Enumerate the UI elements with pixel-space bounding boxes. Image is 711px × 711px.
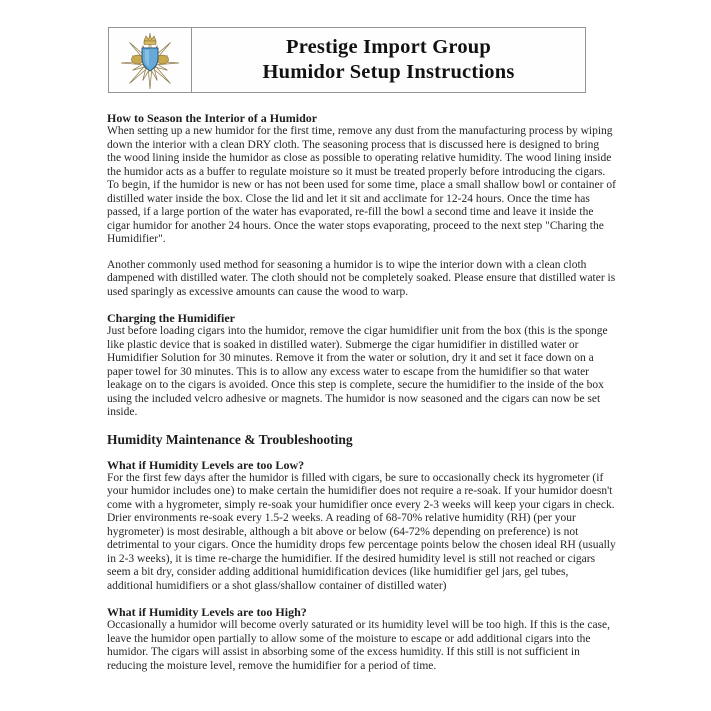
paragraph-humidity-too-high: Occasionally a humidor will become overly saturated or its humidity level will be too high. If this is the case, leave the humidor open partially to allow some of the moisture to escape or add additional cigars into the humidor. The cigars will assist in absorbing some of the excess humidity. If this still is not sufficient in reducing the moisture level, remove the humidifier for a period of time.: [107, 619, 611, 672]
logo-cell: [109, 28, 192, 92]
document-header: [108, 27, 586, 93]
section-heading-humidity-too-low: What if Humidity Levels are too Low?: [107, 457, 305, 472]
document-title-line-1: Prestige Import Group: [285, 36, 491, 58]
paragraph-seasoning-1: When setting up a new humidor for the first time, remove any dust from the manufacturing process by wiping down the interior with a clean DRY cloth. The seasoning process that is discussed here is designed to bring the wood lining inside the humidor as close as possible to operating relative humidity. The wood lining inside the humidor acts as a buffer to regulate moisture so it must be treated properly before introducing the cigars. To begin, if the humidor is new or has not been used for some time, place a small shallow bowl or container of distilled water inside the box. Close the lid and let it sit and acclimate for 12-24 hours. Once the time has passed, if a large portion of the water has evaporated, re-fill the bowl a second time and leave it inside the cigar humidor for another 24 hours. Once the water stops evaporating, proceed to the next step "Charing the Humidifier".: [107, 125, 616, 245]
paragraph-seasoning-2: Another commonly used method for seasoning a humidor is to wipe the interior down with a clean cloth dampened with distilled water. The cloth should not be completely soaked. Please ensure that distilled water is used sparingly as excessive amounts can cause the wood to warp.: [107, 258, 616, 298]
section-heading-charging: Charging the Humidifier: [107, 311, 235, 325]
document-title-line-2: Humidor Setup Instructions: [262, 61, 515, 83]
section-heading-humidity-too-high: What if Humidity Levels are too High?: [107, 605, 307, 619]
section-heading-seasoning: How to Season the Interior of a Humidor: [107, 111, 318, 125]
section-heading-maintenance: Humidity Maintenance & Troubleshooting: [107, 431, 353, 447]
paragraph-humidity-too-low: For the first few days after the humidor is filled with cigars, be sure to occasionally check its hygrometer (if your humidor includes one) to make certain the humidifier does not require a re-soak. If your humidor doesn't come with a hygrometer, simply re-soak your humidifier once every 2-3 weeks will keep your cigars in check. Drier environments re-soak every 1.5-2 weeks. A reading of 68-70% relative humidity (RH) (per your hygrometer) is most desirable, although a bit above or below (64-72% depending on preference) is not detrimental to your cigars. Once the humidity drops few percentage points below the chosen ideal RH (usually in 2-3 weeks), it is time re-charge the humidifier. If the desired humidity level is still not reached or cigars seem a bit dry, consider adding additional humidification devices (like humidifier gel jars, gel tubes, additional humidifiers or a shot glass/shallow container of distilled water): [107, 471, 616, 592]
crown-icon: [144, 35, 156, 45]
title-cell: [192, 28, 585, 92]
paragraph-charging: Just before loading cigars into the humidor, remove the cigar humidifier unit from the box (this is the sponge like plastic device that is soaked in distilled water). Submerge the cigar humidifier in distilled water or Humidifier Solution for 30 minutes. Remove it from the water or solution, dry it and set it face down on a paper towel for 30 minutes. This is to allow any excess water to escape from the humidifier so that water leakage on to the cigars is avoided. Once this step is complete, secure the humidifier to the inside of the box using the included velcro adhesive or magnets. The humidor is now seasoned and the cigars can now be set inside.: [107, 325, 608, 418]
document-body: [107, 111, 616, 685]
prestige-crest-logo: [117, 29, 183, 91]
